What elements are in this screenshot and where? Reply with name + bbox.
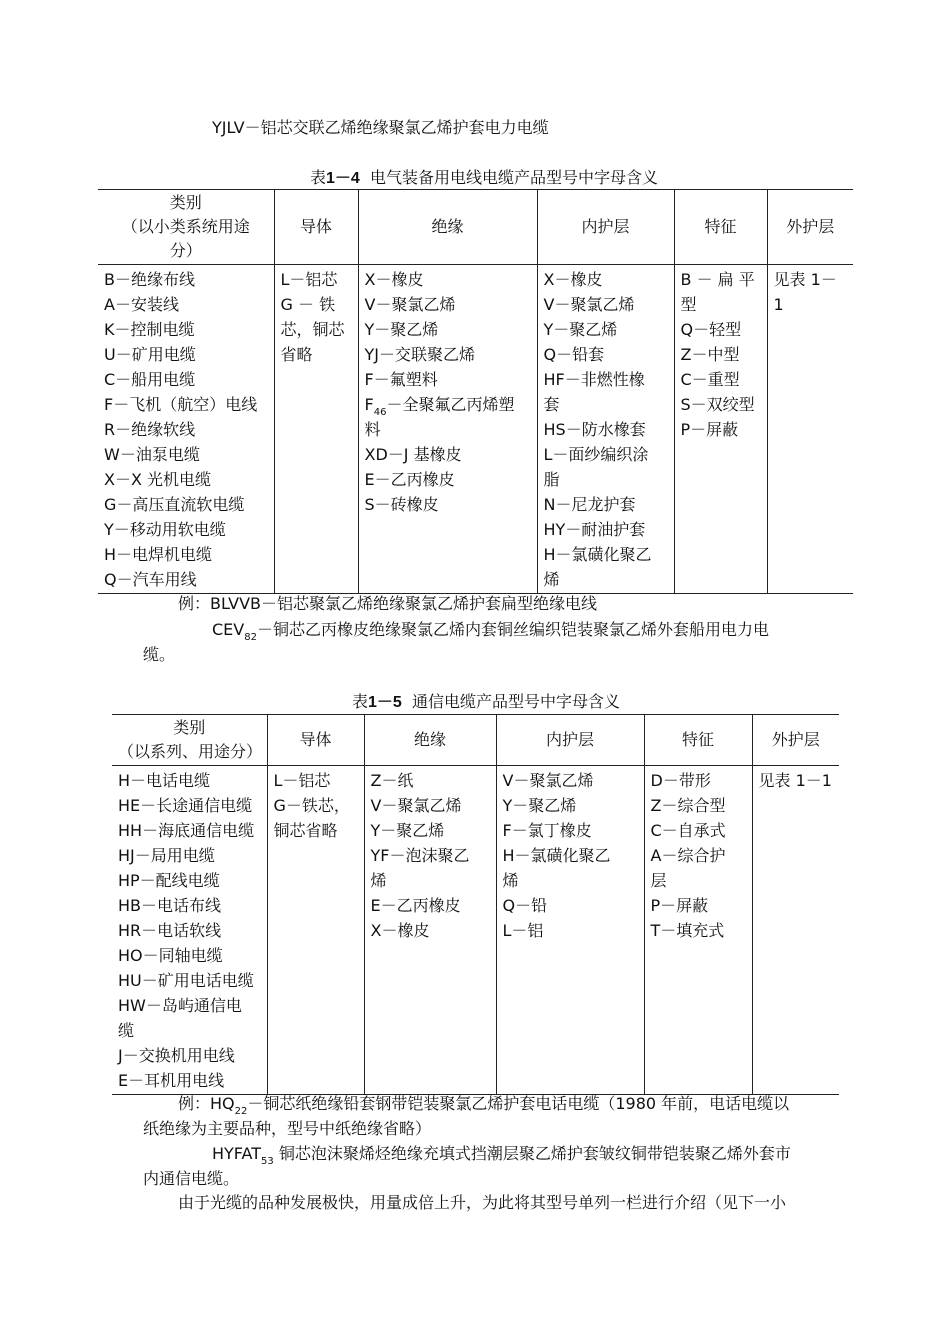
header-inner-sheath: 内护层 bbox=[537, 190, 674, 265]
header-outer-sheath: 外护层 bbox=[767, 190, 853, 265]
example-2-line-1: 例：$HQ_{22}-$铜芯纸绝缘铅套钢带铠装聚氯乙烯护套电话电缆（1980 年前，电话电缆以 bbox=[178, 1094, 790, 1117]
caption-title: 电气装备用电线电缆产品型号中字母含义 bbox=[370, 168, 659, 187]
header-feature: 特征 bbox=[644, 715, 752, 766]
header-conductor: 导体 bbox=[274, 190, 358, 265]
category-cell: B－绝缘布线 A－安装线 K－控制电缆 U－矿用电缆 C－船用电缆 F－飞机（航空）电线 R－绝缘软线 W－油泵电缆 X－X 光机电缆 G－高压直流软电缆 Y－移动用软电缆 H－电焊机电缆 Q－汽车用线 bbox=[98, 265, 274, 594]
table-row bbox=[112, 766, 839, 1095]
caption-title: 通信电缆产品型号中字母含义 bbox=[412, 692, 621, 711]
caption-number: 1－4 bbox=[326, 170, 360, 187]
caption-number: 1－5 bbox=[368, 694, 402, 711]
example-2-line-2: 纸绝缘为主要品种，型号中纸绝缘省略） bbox=[143, 1119, 432, 1138]
table-1-4-caption bbox=[310, 168, 658, 189]
header-insulation: 绝缘 bbox=[364, 715, 496, 766]
example-2-line-4: 内通信电缆。 bbox=[143, 1169, 240, 1188]
table-header-row bbox=[112, 715, 839, 766]
table-1-4 bbox=[98, 189, 853, 594]
inner-sheath-cell: X－橡皮 V－聚氯乙烯 Y－聚乙烯 Q－铅套 HF－非燃性橡 套 HS－防水橡套 L－面纱编织涂 脂 N－尼龙护套 HY－耐油护套 H－氯磺化聚乙 烯 bbox=[537, 265, 674, 594]
f46-line: $F_{46}-$全聚氟乙丙烯塑 bbox=[364, 395, 515, 418]
table-row bbox=[98, 265, 853, 594]
header-insulation: 绝缘 bbox=[358, 190, 537, 265]
caption-prefix: 表 bbox=[352, 692, 369, 711]
table-1-5-caption bbox=[352, 692, 620, 713]
example-1-line-1: 例：BLVVB－铝芯聚氯乙烯绝缘聚氯乙烯护套扁型绝缘电线 bbox=[178, 594, 598, 613]
header-feature: 特征 bbox=[674, 190, 767, 265]
outer-sheath-cell: 见表 1－ 1 bbox=[767, 265, 853, 594]
header-inner-sheath: 内护层 bbox=[496, 715, 644, 766]
closing-paragraph: 由于光缆的品种发展极快，用量成倍上升，为此将其型号单列一栏进行介绍（见下一小 bbox=[178, 1193, 787, 1212]
table-header-row bbox=[98, 190, 853, 265]
insulation-cell: X－橡皮 V－聚氯乙烯 Y－聚乙烯 YJ－交联聚乙烯 F－氟塑料 $F_{46}-$全聚氟乙丙烯塑 料 XD－J 基橡皮 E－乙丙橡皮 S－砖橡皮 bbox=[358, 265, 537, 594]
header-category: 类别 （以系列、用途分） bbox=[112, 715, 267, 766]
conductor-cell: L－铝芯 G － 铁 芯，铜芯 省略 bbox=[274, 265, 358, 594]
conductor-cell: L－铝芯 G－铁芯， 铜芯省略 bbox=[267, 766, 364, 1095]
intro-text: YJLV－铝芯交联乙烯绝缘聚氯乙烯护套电力电缆 bbox=[212, 118, 549, 137]
insulation-cell: Z－纸 V－聚氯乙烯 Y－聚乙烯 YF－泡沫聚乙 烯 E－乙丙橡皮 X－橡皮 bbox=[364, 766, 496, 1095]
header-outer-sheath: 外护层 bbox=[752, 715, 839, 766]
feature-cell: B － 扁 平 型 Q－轻型 Z－中型 C－重型 S－双绞型 P－屏蔽 bbox=[674, 265, 767, 594]
header-category: 类别 （以小类系统用途 分） bbox=[98, 190, 274, 265]
example-1-line-2: $CEV_{82}-$铜芯乙丙橡皮绝缘聚氯乙烯内套铜丝编织铠装聚氯乙烯外套船用电力电 bbox=[212, 620, 769, 643]
table-1-5 bbox=[112, 714, 839, 1095]
example-2-line-3: $HYFAT_{53}$ 铜芯泡沫聚烯烃绝缘充填式挡潮层聚乙烯护套皱纹铜带铠装聚乙烯外套市 bbox=[212, 1144, 791, 1167]
header-conductor: 导体 bbox=[267, 715, 364, 766]
feature-cell: D－带形 Z－综合型 C－自承式 A－综合护 层 P－屏蔽 T－填充式 bbox=[644, 766, 752, 1095]
inner-sheath-cell: V－聚氯乙烯 Y－聚乙烯 F－氯丁橡皮 H－氯磺化聚乙 烯 Q－铅 L－铝 bbox=[496, 766, 644, 1095]
caption-prefix: 表 bbox=[310, 168, 327, 187]
category-cell: H－电话电缆 HE－长途通信电缆 HH－海底通信电缆 HJ－局用电缆 HP－配线电缆 HB－电话布线 HR－电话软线 HO－同轴电缆 HU－矿用电话电缆 HW－岛屿通信电 缆 J－交换机用电线 E－耳机用电线 bbox=[112, 766, 267, 1095]
example-1-line-3: 缆。 bbox=[143, 645, 176, 664]
outer-sheath-cell: 见表 1－1 bbox=[752, 766, 839, 1095]
